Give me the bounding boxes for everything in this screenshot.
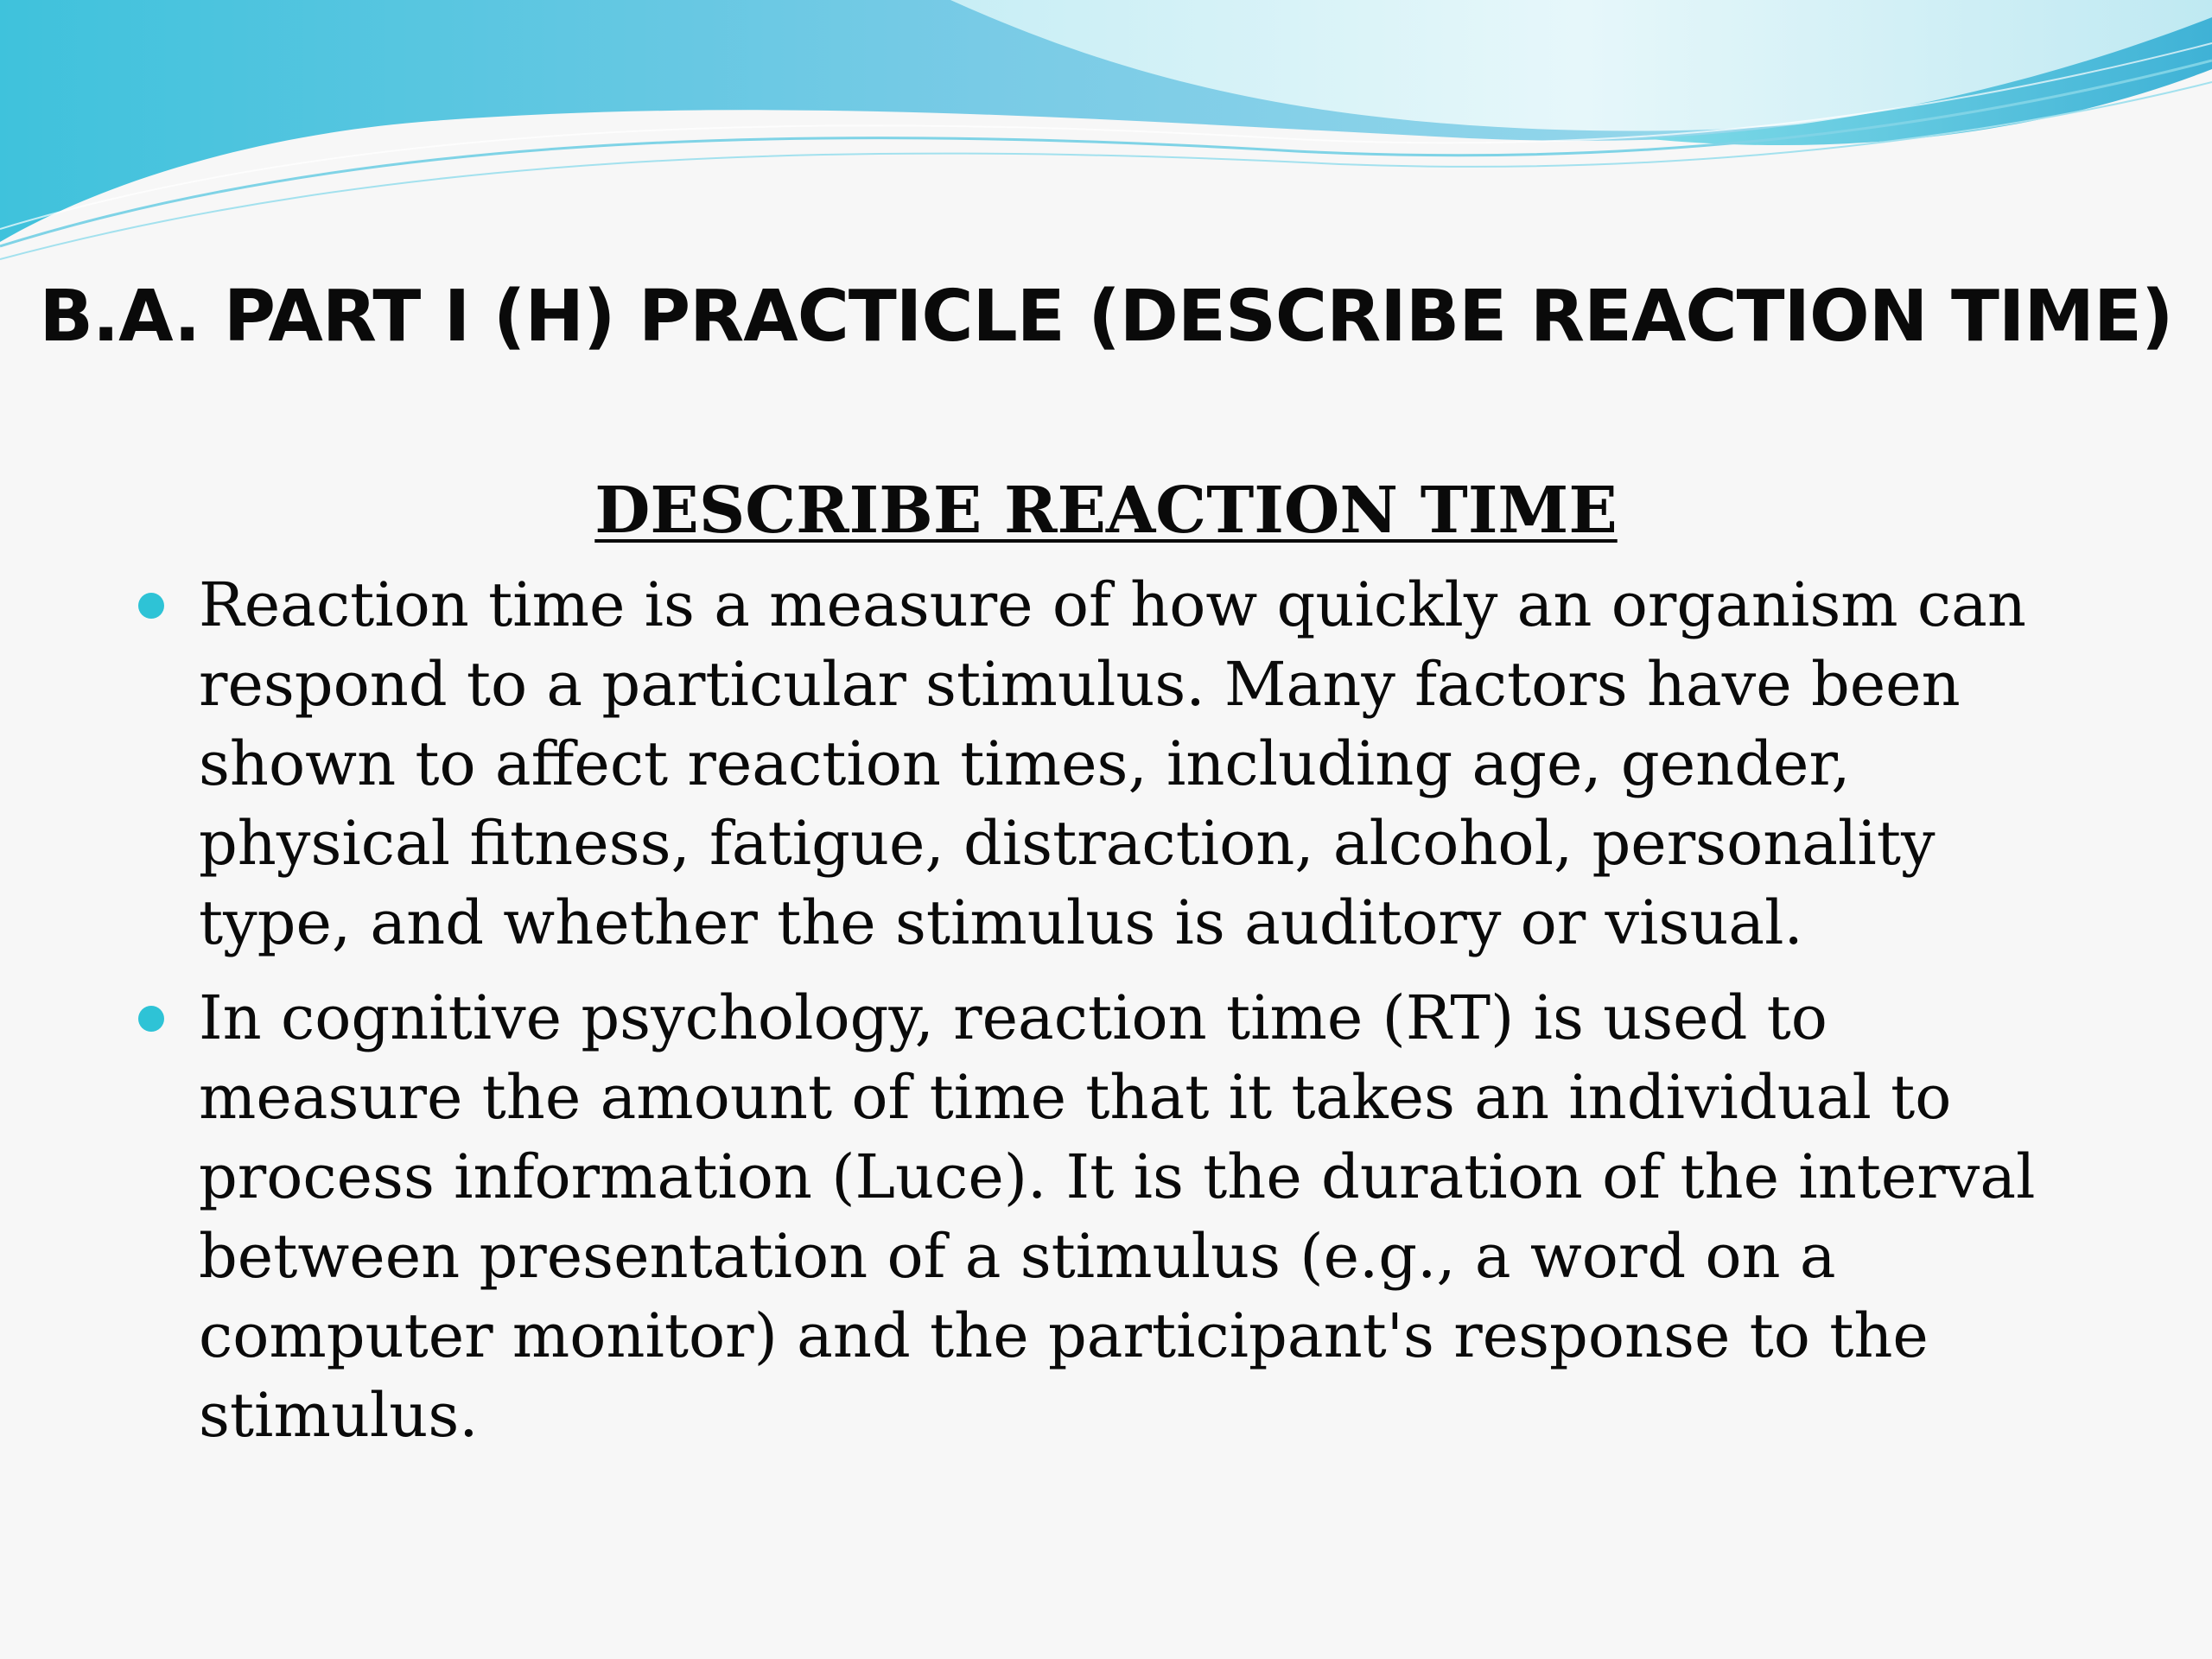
bullet-item <box>138 978 2091 1455</box>
slide-subtitle-text: DESCRIBE REACTION TIME <box>594 474 1618 548</box>
bullet-dot-icon <box>138 1006 164 1032</box>
slide-subtitle <box>0 472 2212 550</box>
bullet-text: Reaction time is a measure of how quickly an organism can respond to a particular stimulus. Many factors have been shown to affect reaction times, including age, gender, physical fitness, fatigue, distraction, alcohol, personality type, and whether the stimulus is auditory or visual. <box>199 569 2026 958</box>
bullet-list <box>138 565 2091 1471</box>
decorative-wave-banner <box>0 0 2212 276</box>
bullet-dot-icon <box>138 593 164 619</box>
slide-title: B.A. PART I (H) PRACTICLE (DESCRIBE REACTION TIME) <box>39 276 2173 358</box>
bullet-item <box>138 565 2091 963</box>
bullet-text: In cognitive psychology, reaction time (RT) is used to measure the amount of time that it takes an individual to process information (Luce). It is the duration of the interval between presentation of a stimulus (e.g., a word on a computer monitor) and the participant's response to the stimulus. <box>199 982 2036 1451</box>
